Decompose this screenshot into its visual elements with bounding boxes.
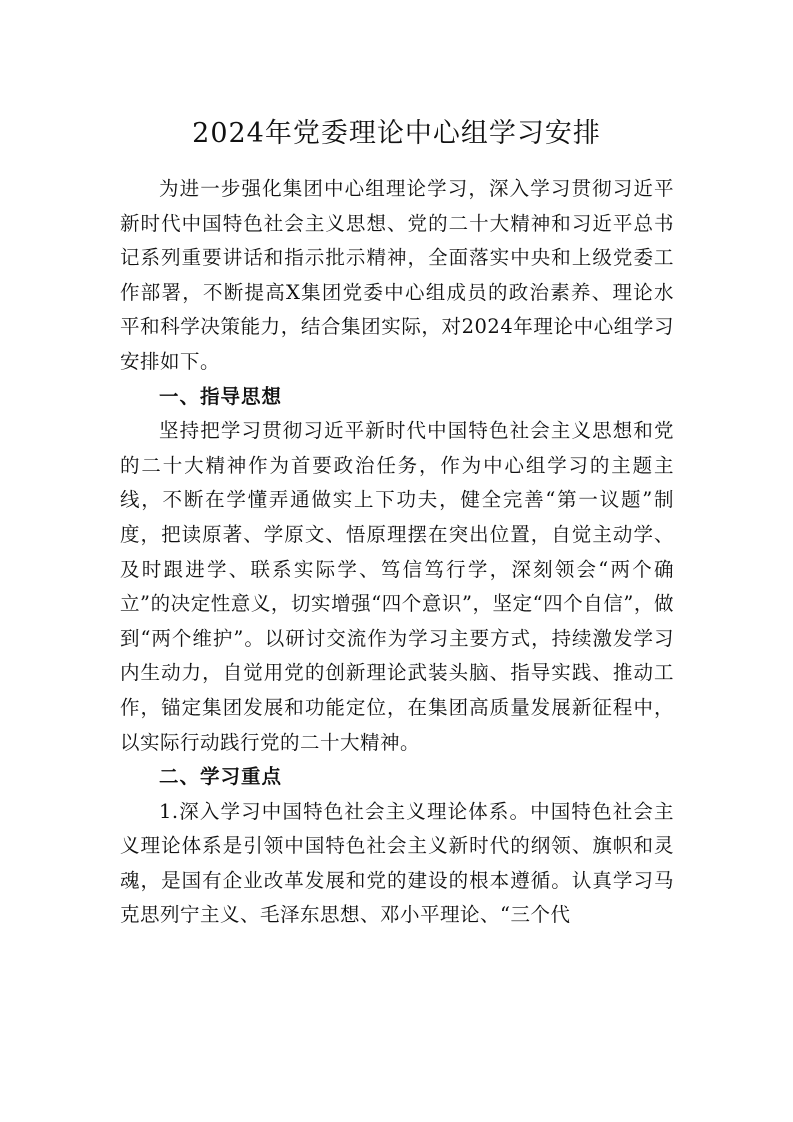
document-body: [120, 172, 674, 933]
intro-paragraph: 为进一步强化集团中心组理论学习，深入学习贯彻习近平新时代中国特色社会主义思想、党的二十大精神和习近平总书记系列重要讲话和指示批示精神，全面落实中央和上级党委工作部署，不断提高X集团党委中心组成员的政治素养、理论水平和科学决策能力，结合集团实际，对2024年理论中心组学习安排如下。: [120, 177, 674, 373]
section-paragraph-study-focus: 1.深入学习中国特色社会主义理论体系。中国特色社会主义理论体系是引领中国特色社会主义新时代的纲领、旗帜和灵魂，是国有企业改革发展和党的建设的根本遵循。认真学习马克思列宁主义、毛泽东思想、邓小平理论、“三个代: [120, 799, 674, 927]
section-heading-study-focus: 二、学习重点: [159, 765, 283, 789]
section-heading-guiding-ideology: 一、指导思想: [159, 384, 283, 408]
document-title: 2024年党委理论中心组学习安排: [192, 118, 601, 150]
section-paragraph-guiding-ideology: 坚持把学习贯彻习近平新时代中国特色社会主义思想和党的二十大精神作为首要政治任务，作为中心组学习的主题主线，不断在学懂弄通做实上下功夫，健全完善“第一议题”制度，把读原著、学原文、悟原理摆在突出位置，自觉主动学、及时跟进学、联系实际学、笃信笃行学，深刻领会“两个确立”的决定性意义，切实增强“四个意识”，坚定“四个自信”，做到“两个维护”。以研讨交流作为学习主要方式，持续激发学习内生动力，自觉用党的创新理论武装头脑、指导实践、推动工作，锚定集团发展和功能定位，在集团高质量发展新征程中，以实际行动践行党的二十大精神。: [120, 419, 674, 754]
